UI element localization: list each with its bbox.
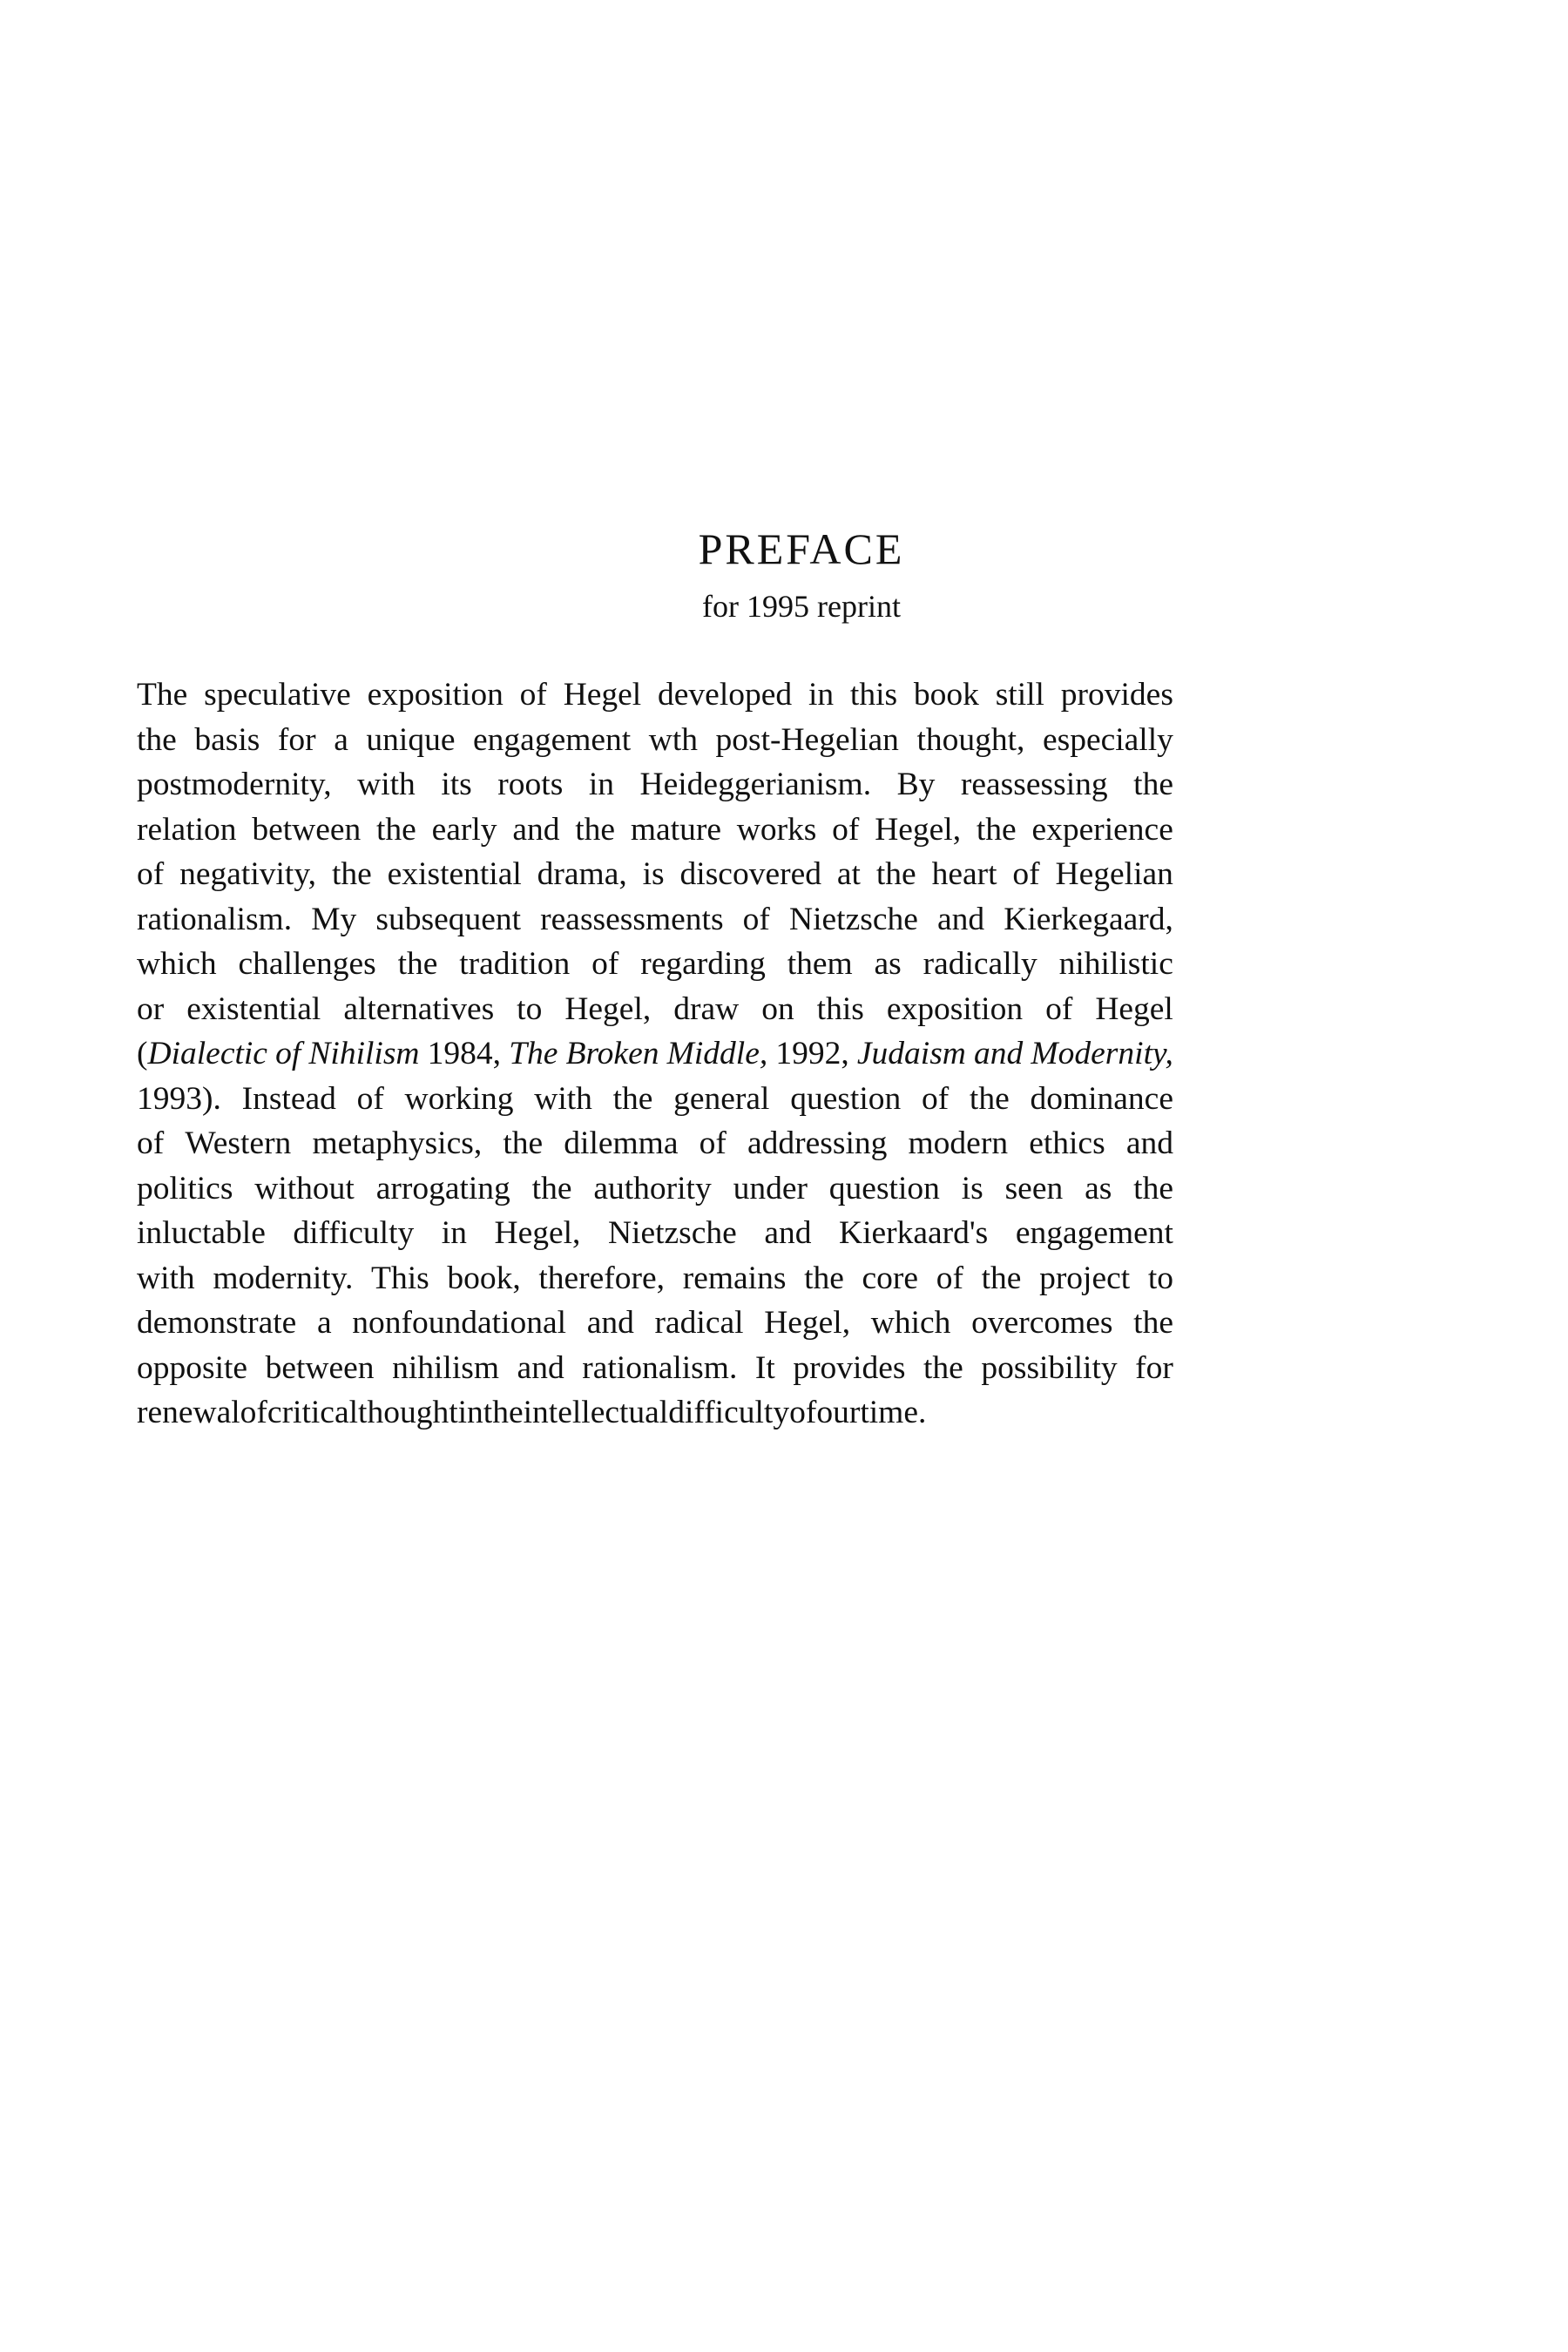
word: our [816, 1395, 861, 1430]
preface-paragraph [137, 672, 1173, 1436]
word: possibility [981, 1349, 1118, 1386]
word: exposition [367, 677, 504, 713]
word: still [995, 677, 1044, 713]
word: difficulty [293, 1215, 415, 1251]
paragraph-line [137, 852, 1173, 897]
word: is [961, 1170, 983, 1206]
word: Kierkegaard, [1004, 901, 1173, 937]
word: the [981, 1260, 1022, 1296]
page-title: PREFACE [698, 524, 905, 573]
paragraph-line [137, 1121, 1173, 1166]
word: experience [1031, 811, 1173, 848]
word: between [265, 1349, 375, 1386]
word: politics [137, 1170, 233, 1206]
word: as [1085, 1170, 1112, 1206]
word: modern [908, 1125, 1009, 1161]
word: postmodernity, [137, 767, 332, 802]
word: Modernity, [1031, 1036, 1173, 1071]
word: 1993). [137, 1080, 221, 1117]
word: of [789, 1395, 817, 1430]
paragraph-line [137, 672, 1173, 718]
word: addressing [747, 1125, 888, 1161]
word: basis [194, 721, 260, 758]
word: them [787, 946, 853, 982]
word: and [517, 1349, 564, 1386]
word: of [1012, 856, 1040, 892]
word: radically [923, 946, 1037, 982]
word: the [137, 721, 177, 758]
word: drama, [537, 856, 627, 892]
word: of [519, 677, 547, 713]
word: works [736, 811, 817, 848]
paragraph-line [137, 718, 1173, 763]
word: of [356, 1080, 384, 1117]
paragraph-line [137, 1077, 1173, 1122]
word: at [836, 856, 861, 892]
word: which [870, 1305, 951, 1341]
word: dilemma [564, 1125, 679, 1161]
word: modernity. [213, 1260, 354, 1296]
word: in [808, 677, 835, 713]
word: Broken [565, 1036, 659, 1071]
word: early [431, 811, 497, 848]
word: post-Hegelian [715, 721, 899, 758]
paragraph-line [137, 1346, 1173, 1391]
word: the [923, 1349, 963, 1386]
word: on [761, 990, 794, 1027]
word: Instead [241, 1080, 336, 1117]
word: negativity, [179, 856, 317, 892]
word: Middle, [666, 1036, 768, 1071]
word: roots [497, 767, 564, 802]
word: regarding [640, 946, 766, 982]
word: subsequent [375, 901, 522, 937]
word: as [874, 946, 902, 982]
word: of [1045, 990, 1073, 1027]
word: demonstrate [137, 1305, 297, 1341]
word: this [816, 990, 864, 1027]
word: engagement [1015, 1215, 1173, 1251]
word: Hegel, [494, 1215, 581, 1251]
word: radical [654, 1305, 744, 1341]
word: general [673, 1080, 770, 1117]
word: and [764, 1215, 812, 1251]
word: of [137, 1125, 165, 1161]
word: heart [931, 856, 997, 892]
word: My [311, 901, 357, 937]
word: its [441, 767, 472, 802]
word: Hegel, [564, 990, 652, 1027]
word: with [534, 1080, 592, 1117]
word: the [575, 811, 616, 848]
word: for [1135, 1349, 1173, 1386]
word: discovered [679, 856, 821, 892]
word: 1992, [775, 1036, 849, 1071]
paragraph-line [137, 1256, 1173, 1301]
word: Heideggerianism. [639, 767, 872, 802]
word: of [275, 1036, 301, 1071]
word: arrogating [375, 1170, 510, 1206]
word: the [1133, 1305, 1173, 1341]
word: question [790, 1080, 902, 1117]
paragraph-line [137, 897, 1173, 943]
word: of [137, 856, 165, 892]
paragraph-line [137, 762, 1173, 808]
word: existential [387, 856, 522, 892]
word: Nihilism [308, 1036, 420, 1071]
word: difficulty [668, 1395, 790, 1430]
word: book [913, 677, 979, 713]
word: nonfoundational [352, 1305, 567, 1341]
word: this [849, 677, 898, 713]
word: tradition [459, 946, 571, 982]
word: challenges [238, 946, 376, 982]
word: working [404, 1080, 514, 1117]
word: of [742, 901, 770, 937]
paragraph-line [137, 942, 1173, 987]
page-subtitle: for 1995 reprint [702, 589, 901, 624]
word: dominance [1030, 1080, 1173, 1117]
word: provides [1060, 677, 1173, 713]
word: which [137, 946, 217, 982]
word: and [974, 1036, 1024, 1071]
word: Judaism [856, 1036, 966, 1071]
word: a [334, 721, 348, 758]
word: provides [793, 1349, 906, 1386]
word: or [137, 990, 165, 1027]
word: The [509, 1036, 558, 1071]
word: exposition [886, 990, 1024, 1027]
word: overcomes [971, 1305, 1113, 1341]
word: Western [185, 1125, 292, 1161]
word: the [875, 856, 916, 892]
word: with [357, 767, 416, 802]
paragraph-line [137, 1031, 1173, 1077]
word: with [137, 1260, 195, 1296]
word: unique [366, 721, 456, 758]
word: project [1039, 1260, 1131, 1296]
word: and [586, 1305, 634, 1341]
word: is [642, 856, 665, 892]
word: Kierkaard's [839, 1215, 989, 1251]
word: especially [1042, 721, 1173, 758]
word: inluctable [137, 1215, 266, 1251]
paragraph-line [137, 1301, 1173, 1346]
word: without [254, 1170, 355, 1206]
word: renewal [137, 1395, 240, 1430]
word: in [588, 767, 614, 802]
word: and [1125, 1125, 1173, 1161]
word: reassessments [540, 901, 724, 937]
word: Nietzsche [607, 1215, 737, 1251]
word: the [397, 946, 438, 982]
word: the [969, 1080, 1010, 1117]
paragraph-line [137, 1166, 1173, 1212]
word: under [733, 1170, 808, 1206]
word: a [316, 1305, 332, 1341]
word: question [828, 1170, 940, 1206]
word: rationalism. [137, 901, 293, 937]
word: in [457, 1395, 483, 1430]
word: The [137, 677, 188, 713]
word: critical [267, 1395, 359, 1430]
word: of [699, 1125, 727, 1161]
word: Hegel [1095, 990, 1173, 1027]
word: thought, [916, 721, 1025, 758]
word: By [896, 767, 936, 802]
word: for [277, 721, 316, 758]
word: Hegel [563, 677, 642, 713]
word: draw [673, 990, 740, 1027]
word: developed [658, 677, 793, 713]
word: to [517, 990, 543, 1027]
paragraph-line [137, 987, 1173, 1032]
word: of [936, 1260, 963, 1296]
word: and [936, 901, 985, 937]
word: the [804, 1260, 844, 1296]
word: mature [630, 811, 721, 848]
word: the [503, 1125, 544, 1161]
word: core [862, 1260, 919, 1296]
word: It [754, 1349, 775, 1386]
word: and [512, 811, 560, 848]
word: in [441, 1215, 467, 1251]
word: time. [860, 1395, 927, 1430]
paragraph-line [137, 1211, 1173, 1256]
word: to [1147, 1260, 1173, 1296]
word: nihilism [392, 1349, 500, 1386]
word: Hegel, [875, 811, 962, 848]
word: the [1133, 1170, 1173, 1206]
word: intellectual [523, 1395, 669, 1430]
word: authority [593, 1170, 712, 1206]
word: the [531, 1170, 572, 1206]
word: nihilistic [1058, 946, 1173, 982]
word: reassessing [960, 767, 1108, 802]
word: rationalism. [582, 1349, 738, 1386]
word: Hegelian [1055, 856, 1173, 892]
word: thought [358, 1395, 458, 1430]
word: the [483, 1395, 524, 1430]
word: alternatives [343, 990, 495, 1027]
word: Nietzsche [789, 901, 918, 937]
word: engagement [473, 721, 632, 758]
word: of [240, 1395, 267, 1430]
word: of [921, 1080, 950, 1117]
word: 1984, [427, 1036, 502, 1071]
word: therefore, [538, 1260, 666, 1296]
word: the [331, 856, 372, 892]
word: the [976, 811, 1017, 848]
word: speculative [204, 677, 351, 713]
word: existential [186, 990, 321, 1027]
word: opposite [137, 1349, 248, 1386]
word: seen [1004, 1170, 1064, 1206]
word: metaphysics, [312, 1125, 483, 1161]
word: (Dialectic [137, 1036, 267, 1071]
word: the [612, 1080, 653, 1117]
word: relation [137, 811, 237, 848]
word: of [591, 946, 619, 982]
word: of [832, 811, 860, 848]
paragraph-line [137, 808, 1173, 853]
word: remains [682, 1260, 787, 1296]
paragraph-line [137, 1390, 1173, 1436]
word: between [252, 811, 362, 848]
word: wth [648, 721, 698, 758]
word: the [1133, 767, 1173, 802]
word: ethics [1029, 1125, 1105, 1161]
word: This [371, 1260, 429, 1296]
word: book, [447, 1260, 521, 1296]
word: Hegel, [764, 1305, 851, 1341]
word: the [376, 811, 416, 848]
